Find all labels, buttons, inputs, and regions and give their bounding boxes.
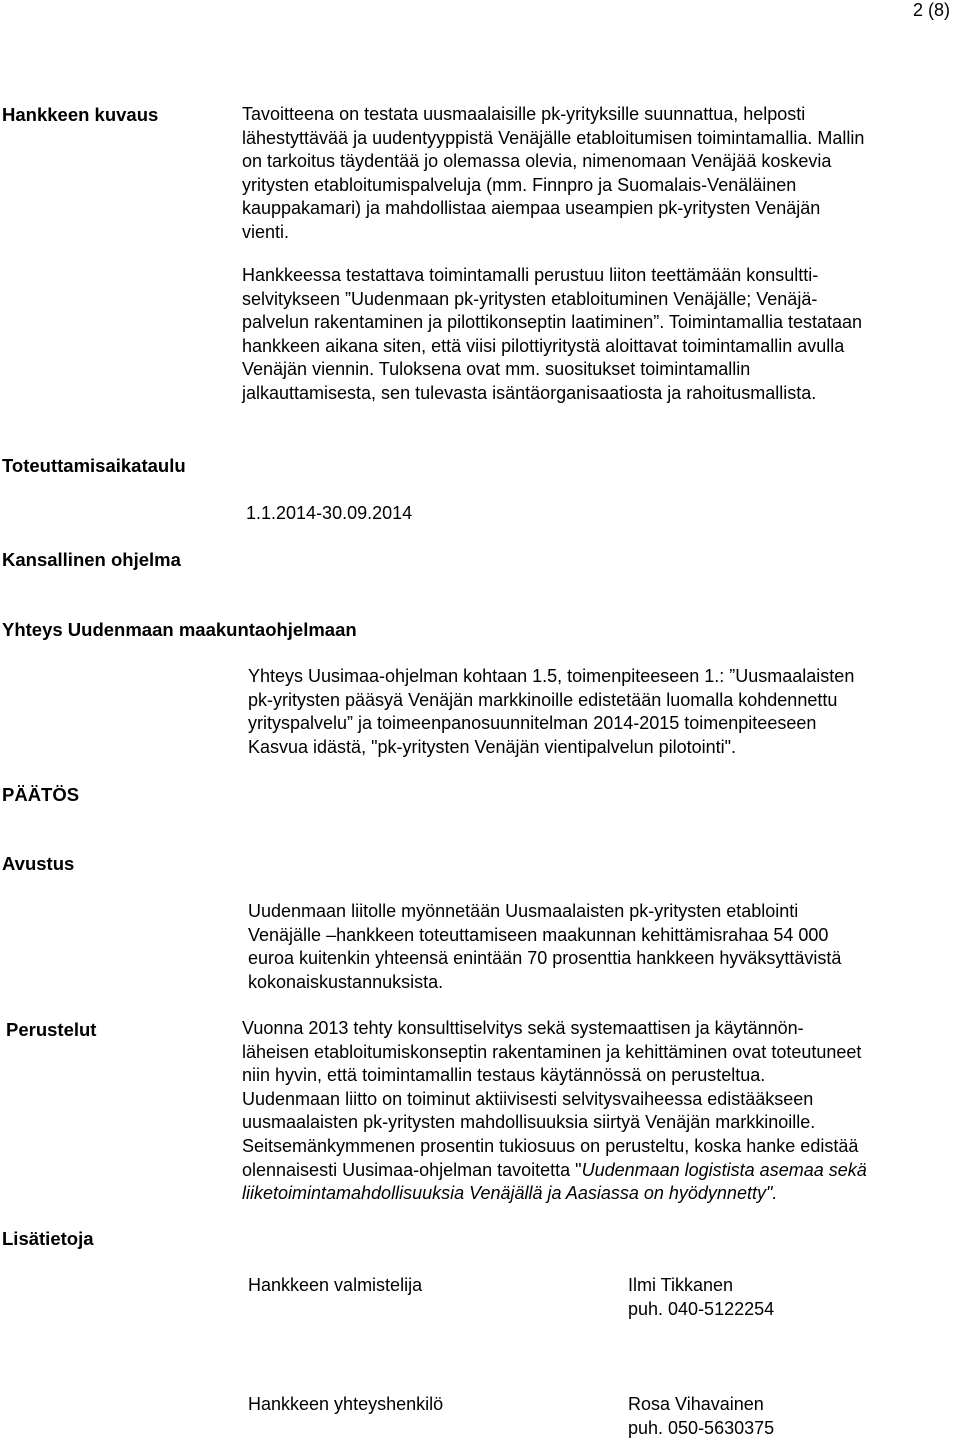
page-number: 2 (8) xyxy=(912,0,950,20)
text-line: hankkeen aikana siten, että viisi pilottiyritystä aloittavat toimintamallin avulla xyxy=(242,335,845,356)
text-line: niin hyvin, että toimintamallin testaus käytännössä on perusteltua. xyxy=(242,1065,766,1086)
text-line: palvelun rakentaminen ja pilottikonseptin laatiminen”. Toimintamallia testataan xyxy=(242,312,863,333)
grant-text xyxy=(248,900,841,994)
text-line: Tavoitteena on testata uusmaalaisille pk-yrityksille suunnattua, helposti xyxy=(242,104,806,124)
text-line: Venäjän viennin. Tuloksena ovat mm. suositukset toimintamallin xyxy=(242,359,751,380)
italic-segment: liiketoimintamahdollisuuksia Venäjällä ja Aasiassa on hyödynnetty". xyxy=(242,1183,778,1204)
text-line: selvitykseen ”Uudenmaan pk-yritysten etabloituminen Venäjälle; Venäjä- xyxy=(242,288,818,309)
text-line xyxy=(242,1159,867,1183)
italic-segment: Uudenmaan logistista asemaa sekä xyxy=(581,1159,867,1180)
schedule-value: 1.1.2014-30.09.2014 xyxy=(246,503,413,523)
decision-heading: PÄÄTÖS xyxy=(2,784,80,805)
text-line: yritysten etabloitumispalveluja (mm. Finnpro ja Suomalais-Venäläinen xyxy=(242,174,797,195)
text-line: Venäjälle –hankkeen toteuttamiseen maakunnan kehittämisrahaa 54 000 xyxy=(248,924,829,945)
text-line: Kasvua idästä, "pk-yritysten Venäjän vientipalvelun pilotointi". xyxy=(248,736,737,757)
text-line: lähestyttävää ja uudentyyppistä Venäjälle etabloitumisen toimintamallia. Mallin xyxy=(242,127,865,148)
text-line: Hankkeessa testattava toimintamalli perustuu liiton teettämään konsultti- xyxy=(242,265,819,285)
text-line: euroa kuitenkin yhteensä enintään 70 prosenttia hankkeen hyväksyttävistä xyxy=(248,948,842,969)
preparer-name: Ilmi Tikkanen xyxy=(628,1275,734,1295)
preparer-contact xyxy=(628,1274,774,1321)
text-line: vienti. xyxy=(242,221,290,242)
text-segment: olennaisesti Uusimaa-ohjelman tavoitetta " xyxy=(242,1159,582,1180)
contact-name: Rosa Vihavainen xyxy=(628,1394,764,1414)
text-line: Yhteys Uusimaa-ohjelman kohtaan 1.5, toimenpiteeseen 1.: ”Uusmaalaisten xyxy=(248,666,855,686)
text-line: Uudenmaan liitto on toiminut aktiivisesti selvitysvaiheessa edistääkseen xyxy=(242,1088,814,1109)
national-program-label: Kansallinen ohjelma xyxy=(2,549,181,570)
grounds-label: Perustelut xyxy=(6,1019,97,1040)
text-line xyxy=(242,1182,867,1206)
text-line: Seitsemänkymmenen prosentin tukiosuus on perusteltu, koska hanke edistää xyxy=(242,1135,859,1156)
text-line: jalkauttamisesta, sen tulevasta isäntäorganisaatiosta ja rahoitusmallista. xyxy=(242,382,817,403)
regional-program-text xyxy=(248,665,854,759)
text-line: läheisen etabloitumiskonseptin rakentaminen ja kehittäminen ovat toteutuneet xyxy=(242,1041,862,1062)
project-description-label: Hankkeen kuvaus xyxy=(2,104,159,125)
preparer-phone: puh. 040-5122254 xyxy=(628,1298,775,1319)
text-line: pk-yritysten pääsyä Venäjän markkinoille edistetään luomalla kohdennettu xyxy=(248,689,838,710)
preparer-role: Hankkeen valmistelija xyxy=(248,1275,423,1295)
text-line: on tarkoitus täydentää jo olemassa olevia, nimenomaan Venäjää koskevia xyxy=(242,151,832,172)
info-label: Lisätietoja xyxy=(2,1228,94,1249)
project-description-paragraph-2 xyxy=(242,264,862,406)
regional-program-label: Yhteys Uudenmaan maakuntaohjelmaan xyxy=(2,619,357,640)
schedule-label: Toteuttamisaikataulu xyxy=(2,455,186,476)
text-line: Vuonna 2013 tehty konsulttiselvitys sekä systemaattisen ja käytännön- xyxy=(242,1018,804,1038)
grounds-text xyxy=(242,1017,867,1206)
project-description-paragraph-1 xyxy=(242,103,864,245)
contact-role: Hankkeen yhteyshenkilö xyxy=(248,1394,444,1414)
contact-phone: puh. 050-5630375 xyxy=(628,1417,775,1438)
text-line: kauppakamari) ja mahdollistaa aiempaa useampien pk-yritysten Venäjän xyxy=(242,198,821,219)
contact-person xyxy=(628,1393,774,1440)
text-line: kokonaiskustannuksista. xyxy=(248,971,444,992)
text-line: yrityspalvelu” ja toimeenpanosuunnitelman 2014-2015 toimenpiteeseen xyxy=(248,713,817,734)
grant-label: Avustus xyxy=(2,853,75,874)
text-line: uusmaalaisten pk-yritysten mahdollisuuksia siirtyä Venäjän markkinoille. xyxy=(242,1112,816,1133)
text-line: Uudenmaan liitolle myönnetään Uusmaalaisten pk-yritysten etablointi xyxy=(248,901,799,921)
